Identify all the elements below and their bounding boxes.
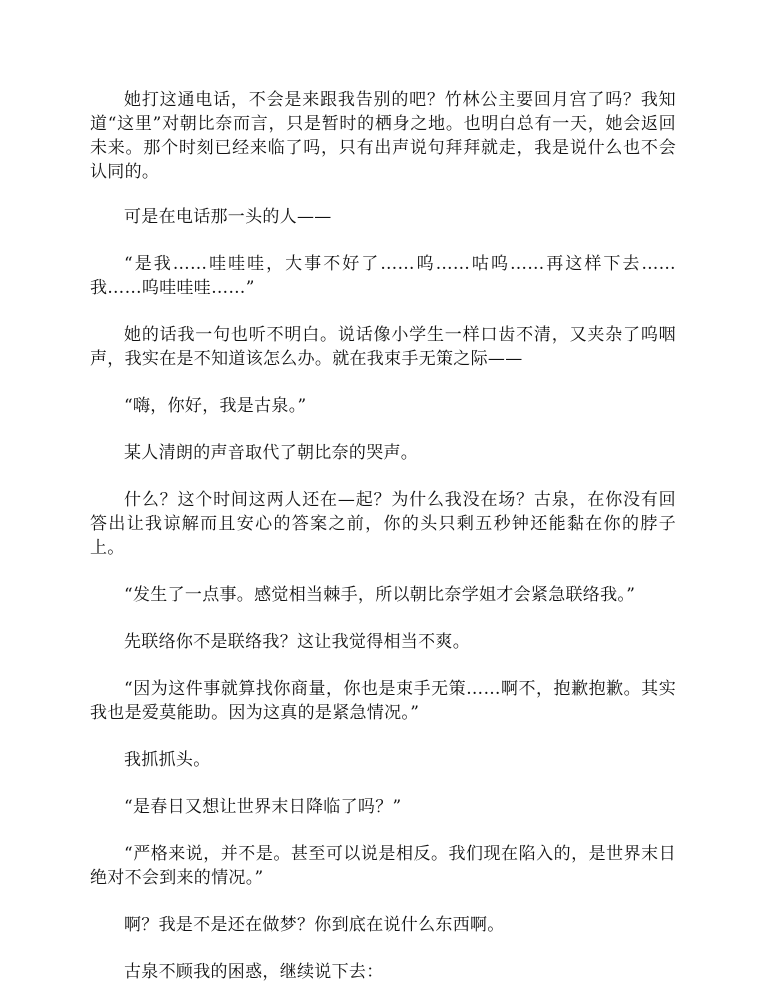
paragraph: 什么？这个时间这两人还在—起？为什么我没在场？古泉，在你没有回答出让我谅解而且安心的答案之前，你的头只剩五秒钟还能黏在你的脖子上。 <box>90 490 676 558</box>
paragraph: 可是在电话那一头的人—— <box>124 207 332 227</box>
paragraph: “因为这件事就算找你商量，你也是束手无策……啊不，抱歉抱歉。其实我也是爱莫能助。因为这真的是紧急情况。” <box>90 679 676 723</box>
paragraph: “嗨，你好，我是古泉。” <box>124 396 307 416</box>
paragraph: 先联络你不是联络我？这让我觉得相当不爽。 <box>124 632 470 652</box>
paragraph: “是春日又想让世界末日降临了吗？” <box>124 797 402 817</box>
paragraph: “是我……哇哇哇，大事不好了……呜……咕呜……再这样下去……我……呜哇哇哇……” <box>90 254 676 298</box>
paragraph: “发生了一点事。感觉相当棘手，所以朝比奈学姐才会紧急联络我。” <box>124 585 636 605</box>
paragraph: “严格来说，并不是。甚至可以说是相反。我们现在陷入的，是世界末日绝对不会到来的情况。” <box>90 844 676 888</box>
paragraph: 我抓抓头。 <box>124 750 211 770</box>
paragraph: 古泉不顾我的困惑，继续说下去： <box>124 962 384 982</box>
paragraph: 某人清朗的声音取代了朝比奈的哭声。 <box>124 443 419 463</box>
document-page <box>90 88 676 1007</box>
paragraph: 她的话我一句也听不明白。说话像小学生一样口齿不清，又夹杂了呜咽声，我实在是不知道该怎么办。就在我束手无策之际—— <box>90 325 676 369</box>
paragraph: 啊？我是不是还在做梦？你到底在说什么东西啊。 <box>124 915 505 935</box>
paragraph: 她打这通电话，不会是来跟我告别的吧？竹林公主要回月宫了吗？我知道“这里”对朝比奈而言，只是暂时的栖身之地。也明白总有一天，她会返回未来。那个时刻已经来临了吗，只有出声说句拜拜就走，我是说什么也不会认同的。 <box>90 90 676 182</box>
